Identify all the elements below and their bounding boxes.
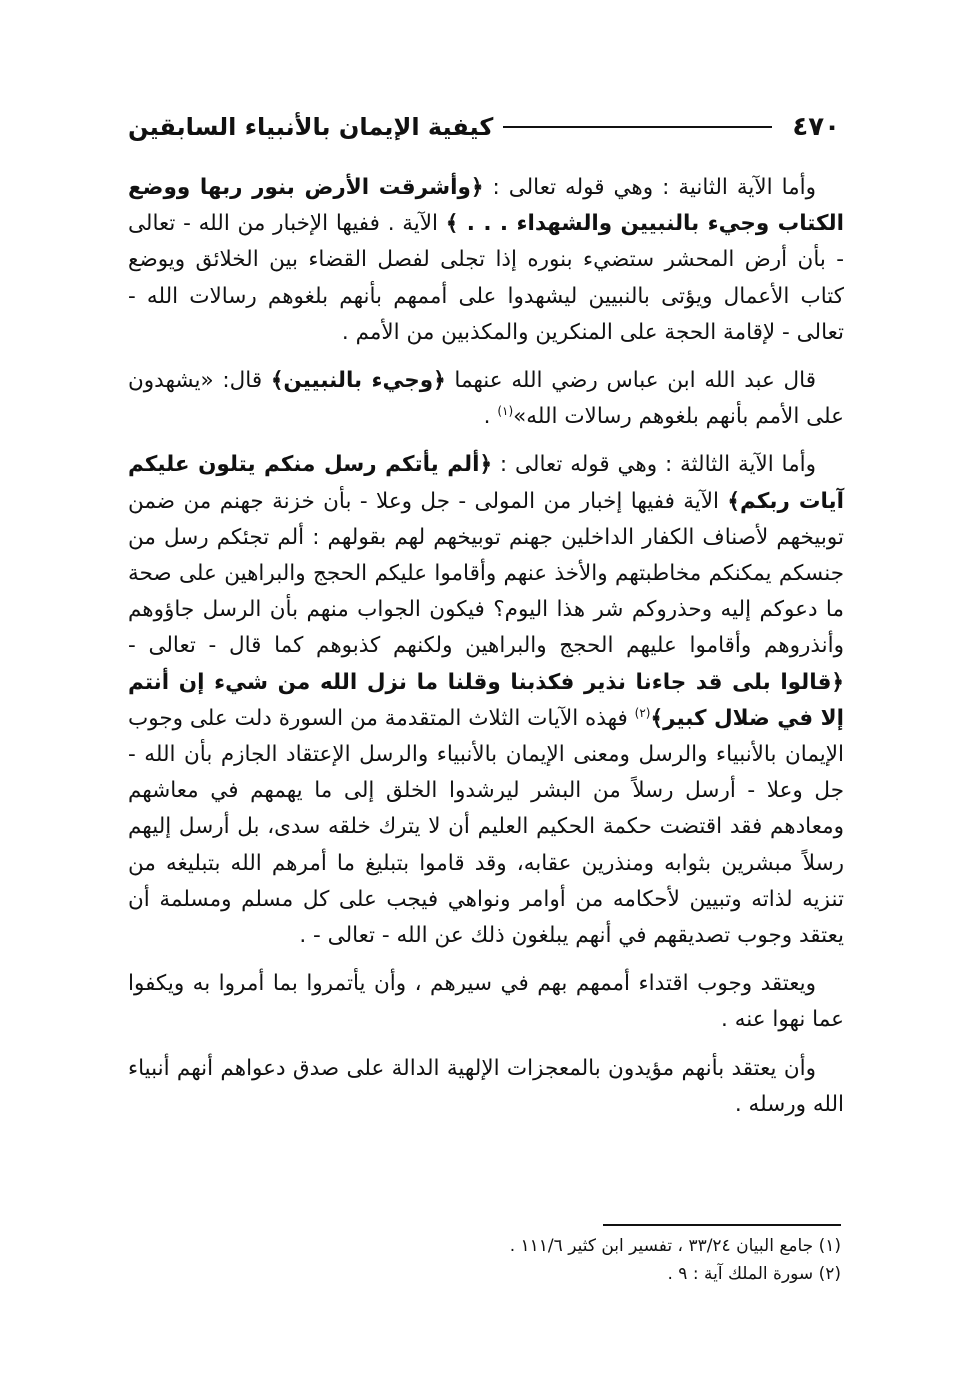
footnote: (١) جامع البيان ٣٣/٢٤ ، تفسير ابن كثير ١١١/٦ . (509, 1236, 841, 1256)
quran-quote: ﴿وأشرقت الأرض بنور ربها ووضع الكتاب وجيء بالنبيين والشهداء . . . ﴾ (128, 175, 844, 237)
footnote-separator (603, 1224, 841, 1226)
page-number: ٤٧٠ (792, 112, 840, 142)
paragraph: وأن يعتقد بأنهم مؤيدون بالمعجزات الإلهية الدالة على صدق دعواهم أنهم أنبياء الله ورسله . (128, 1055, 844, 1117)
paragraph: وأما الآية الثالثة : وهي قوله تعالى : ﴿ألم يأتكم رسل منكم يتلون عليكم آيات ربكم﴾ الآية ففيها إخبار من المولى - جل وعلا - بأن خزنة جهنم من ضمن توبيخهم لأصناف الكفار الداخلين جهنم توبيخهم لهم بقولهم : ألم تجئكم رسل من جنسكم يمكنكم مخاطبتهم والأخذ عنهم وأقاموا عليكم الحجج والبراهين على صحة ما دعوكم إليه وحذروكم شر هذا اليوم؟ فيكون الجواب منهم بأن الرسل جاؤوهم وأنذروهم وأقاموا عليهم الحجج والبراهين ولكنهم كذبوهم كما قال - تعالى - ﴿قالوا بلى قد جاءنا نذير فكذبنا وقلنا ما نزل الله من شيء إن أنتم إلا في ضلال كبير﴾$^{(٢)}$ فهذه الآيات الثلاث المتقدمة من السورة دلت على وجوب الإيمان بالأنبياء والرسل ومعنى الإيمان بالأنبياء والرسل الإعتقاد الجازم بأن الله - جل وعلا - أرسل رسلاً من البشر ليرشدوا الخلق إلى ما يهمهم في معاشهم ومعادهم فقد اقتضت حكمة الحكيم العليم أن لا يترك خلقه سدى، بل أرسل إليهم رسلاً مبشرين بثوابه ومنذرين عقابه، وقد قاموا بتبليغ ما أمرهم الله بتبليغه من تنزيه لذاته وتبيين لأحكامه من أوامر ونواهي فيجب على كل مسلم ومسلمة أن يعتقد وجوب تصديقهم في أنهم يبلغون ذلك عن الله - تعالى - . (128, 452, 844, 949)
footnote: (٢) سورة الملك آية : ٩ . (667, 1264, 841, 1284)
running-title: كيفية الإيمان بالأنبياء السابقين (128, 113, 494, 141)
paragraph: وأما الآية الثانية : وهي قوله تعالى : ﴿وأشرقت الأرض بنور ربها ووضع الكتاب وجيء بالنبيين والشهداء . . . ﴾ الآية . ففيها الإخبار من الله - تعالى - بأن أرض المحشر ستضيء بنوره إذا تجلى لفصل القضاء بين الخلائق ويوضع كتاب الأعمال ويؤتى بالنبيين ليشهدوا على أممهم بأنهم بلغوهم رسالات الله - تعالى - لإقامة الحجة على المنكرين والمكذبين من الأمم . (128, 175, 844, 345)
header-rule (503, 126, 772, 128)
quran-quote: ﴿ألم يأتكم رسل منكم يتلون عليكم آيات ربكم﴾ (128, 452, 844, 514)
quran-quote: ﴿وجيء بالنبيين﴾ (270, 368, 446, 394)
footnote-ref: (٢) (634, 705, 651, 720)
paragraph: ويعتقد وجوب اقتداء أممهم بهم في سيرهم ، وأن يأتمروا بما أمروا به ويكفوا عما نهوا عنه . (128, 971, 844, 1033)
paragraph: قال عبد الله ابن عباس رضي الله عنهما ﴿وجيء بالنبيين﴾ قال: «يشهدون على الأمم بأنهم بلغوهم رسالات الله»$^{(١)}$ . (128, 368, 844, 430)
footnotes (141, 1232, 841, 1288)
quran-quote: ﴿قالوا بلى قد جاءنا نذير فكذبنا وقلنا ما نزل الله من شيء إن أنتم إلا في ضلال كبير﴾ (128, 669, 844, 731)
main-text (128, 170, 844, 1135)
footnote-ref: (١) (497, 404, 514, 419)
page-header (128, 105, 840, 149)
